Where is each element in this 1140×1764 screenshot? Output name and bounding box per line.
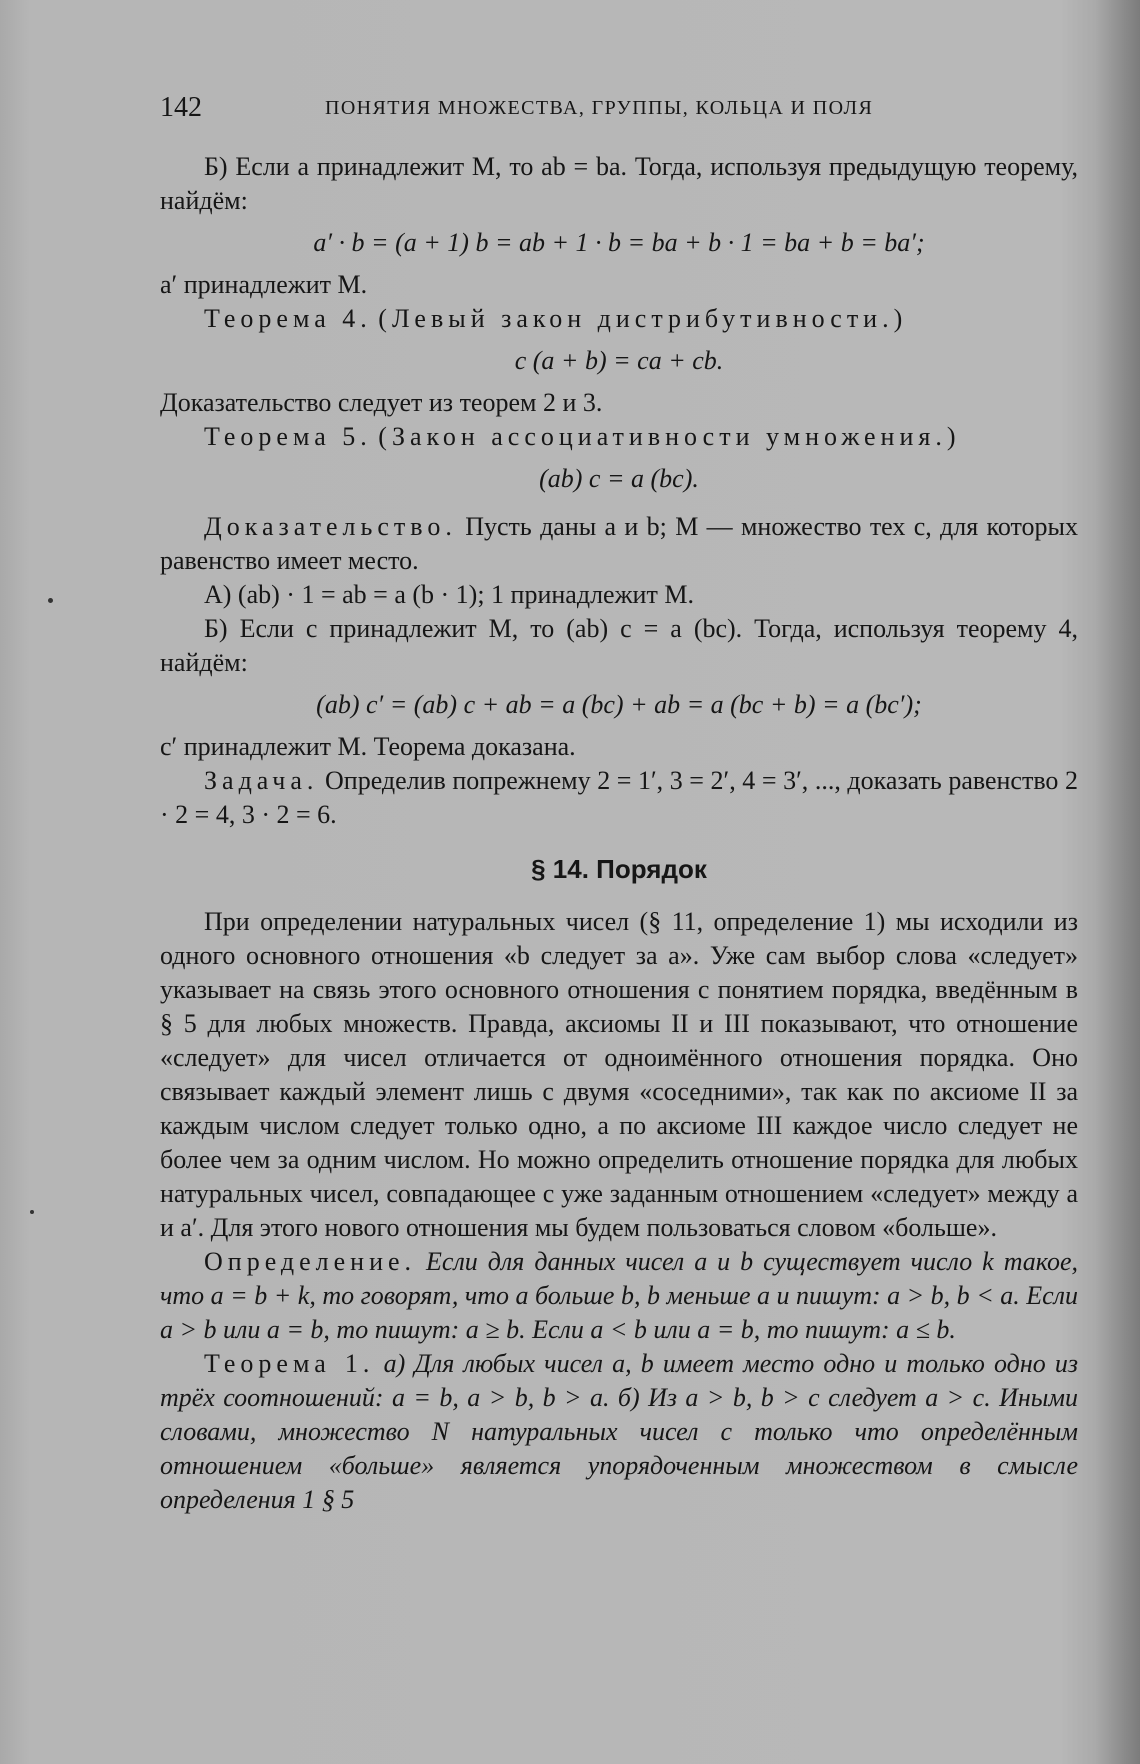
task	[160, 764, 1078, 832]
section-paragraph: При определении натуральных чисел (§ 11, определение 1) мы исходили из одного основного отношения «b следует за a». Уже сам выбор слова «следует» указывает на связь этого основного отношения с понятием порядка, введённым в § 5 для любых множеств. Правда, аксиомы II и III показывают, что отношение «следует» для чисел отличается от одноимённого отношения порядка. Оно связывает каждый элемент лишь с двумя «соседними», так как по аксиоме II за каждым числом следует только одно, а по аксиоме III каждое число следует не более чем за одним числом. Но можно определить отношение порядка для любых натуральных чисел, совпадающее с уже заданным отношением «следует» между a и a′. Для этого нового отношения мы будем пользоваться словом «больше».	[160, 907, 1078, 1242]
case-b-2: Б) Если c принадлежит M, то (ab) c = a (bc). Тогда, используя теорему 4, найдём:	[160, 614, 1078, 677]
proof-5	[160, 510, 1078, 578]
running-title: ПОНЯТИЯ МНОЖЕСТВА, ГРУППЫ, КОЛЬЦА И ПОЛЯ	[325, 97, 874, 119]
margin-speck	[30, 1210, 34, 1214]
page-number: 142	[160, 92, 202, 123]
formula-2: c (a + b) = ca + cb.	[514, 346, 724, 375]
definition	[160, 1245, 1078, 1347]
task-label: Задача.	[204, 766, 319, 795]
theorem-4-title: (Левый закон дистрибутивности.)	[378, 304, 908, 333]
proof-5-text: Пусть даны a и b; M — множество тех c, для которых равенство имеет место.	[160, 512, 1079, 575]
proof-4: Доказательство следует из теорем 2 и 3.	[160, 388, 603, 417]
theorem-4	[160, 302, 1078, 336]
margin-speck	[48, 598, 53, 603]
theorem-5	[160, 420, 1078, 454]
definition-label: Определение.	[204, 1247, 417, 1276]
theorem-4-label: Теорема 4.	[204, 304, 372, 333]
theorem-1	[160, 1347, 1078, 1517]
definition-text: Если для данных чисел a и b существует число k такое, что a = b + k, то говорят, что a больше b, b меньше a и пишут: a > b, b < a. Если a > b или a = b, то пишут: a ≥ b. Если a < b или a = b, то пишут: a ≤ b.	[160, 1247, 1078, 1344]
formula-1: a′ · b = (a + 1) b = ab + 1 · b = ba + b · 1 = ba + b = ba′;	[313, 228, 925, 257]
theorem-1-text: а) Для любых чисел a, b имеет место одно и только одно из трёх соотношений: a = b, a > b, b > a. б) Из a > b, b > c следует a > c. Иными словами, множество N натуральных чисел с только что определённым отношением «больше» является упорядоченным множеством в смысле определения 1 § 5	[160, 1349, 1078, 1514]
formula-4: (ab) c′ = (ab) c + ab = a (bc) + ab = a (bc + b) = a (bc′);	[316, 690, 922, 719]
task-text: Определив попрежнему 2 = 1′, 3 = 2′, 4 = 3′, ..., доказать равенство 2 · 2 = 4, 3 · 2 = 6.	[160, 766, 1078, 829]
case-b-text: Б) Если a принадлежит M, то ab = ba. Тогда, используя предыдущую теорему, найдём:	[160, 152, 1078, 215]
theorem-1-label: Теорема 1.	[204, 1349, 375, 1378]
proof-label: Доказательство.	[204, 512, 457, 541]
theorem-5-label: Теорема 5.	[204, 422, 372, 451]
page-content	[160, 150, 1078, 1517]
case-a: А) (ab) · 1 = ab = a (b · 1); 1 принадлежит M.	[204, 580, 694, 609]
formula-3: (ab) c = a (bc).	[539, 464, 699, 493]
a-prime-belongs: a′ принадлежит M.	[160, 270, 368, 299]
section-title: § 14. Порядок	[531, 854, 707, 884]
theorem-5-title: (Закон ассоциативности умножения.)	[378, 422, 961, 451]
c-prime-end: c′ принадлежит M. Теорема доказана.	[160, 732, 576, 761]
